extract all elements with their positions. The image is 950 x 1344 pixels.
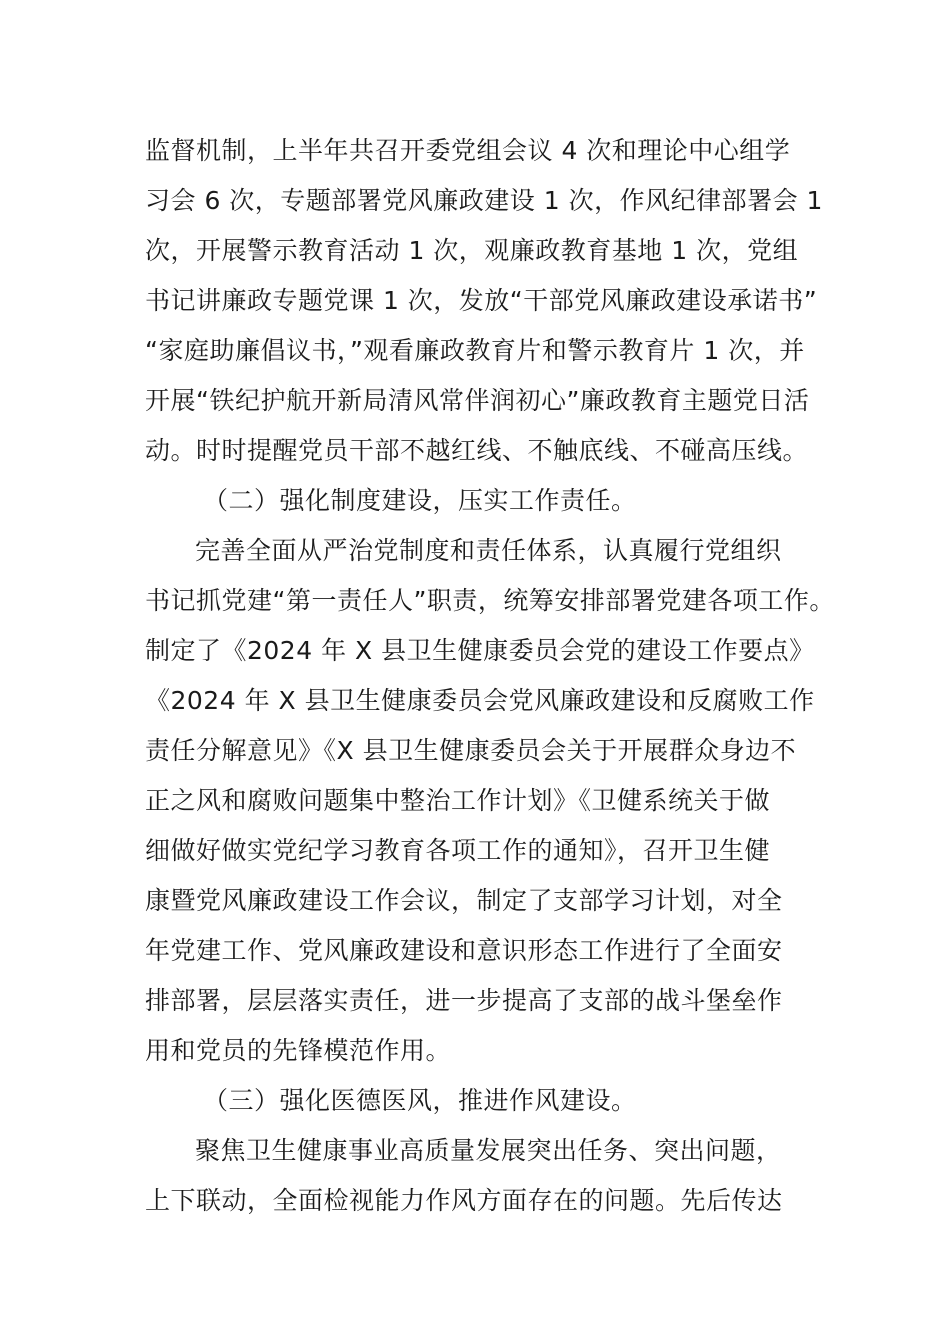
- body-line: 书记抓党建“第一责任人”职责，统筹安排部署党建各项工作。: [145, 586, 835, 615]
- body-line: 排部署，层层落实责任，进一步提高了支部的战斗堡垒作: [145, 986, 783, 1015]
- document-body: [145, 126, 835, 1226]
- paragraph-first-line: 完善全面从严治党制度和责任体系，认真履行党组织: [195, 536, 782, 565]
- body-line: 次，开展警示教育活动 1 次，观廉政教育基地 1 次，党组: [145, 236, 799, 265]
- body-line: 康暨党风廉政建设工作会议，制定了支部学习计划，对全: [145, 886, 783, 915]
- body-line: 年党建工作、党风廉政建设和意识形态工作进行了全面安: [145, 936, 783, 965]
- body-line: 用和党员的先锋模范作用。: [145, 1036, 452, 1065]
- body-line: 监督机制，上半年共召开委党组会议 4 次和理论中心组学: [145, 136, 791, 165]
- body-line: 动。时时提醒党员干部不越红线、不触底线、不碰高压线。: [145, 436, 809, 465]
- body-line: 上下联动，全面检视能力作风方面存在的问题。先后传达: [145, 1186, 783, 1215]
- body-line: 习会 6 次，专题部署党风廉政建设 1 次，作风纪律部署会 1: [145, 186, 823, 215]
- paragraph-first-line: 聚焦卫生健康事业高质量发展突出任务、突出问题，: [195, 1136, 782, 1165]
- body-line: “家庭助廉倡议书，”观看廉政教育片和警示教育片 1 次，并: [145, 336, 805, 365]
- body-line: 细做好做实党纪学习教育各项工作的通知》，召开卫生健: [145, 836, 771, 865]
- body-line: 《2024 年 X 县卫生健康委员会党风廉政建设和反腐败工作: [145, 686, 815, 715]
- body-line: 制定了《2024 年 X 县卫生健康委员会党的建设工作要点》: [145, 636, 815, 665]
- body-line: 正之风和腐败问题集中整治工作计划》《卫健系统关于做: [145, 786, 771, 815]
- section-heading-2: （二）强化制度建设，压实工作责任。: [203, 486, 637, 515]
- body-line: 开展“铁纪护航开新局清风常伴润初心”廉政教育主题党日活: [145, 386, 810, 415]
- body-line: 责任分解意见》《X 县卫生健康委员会关于开展群众身边不: [145, 736, 797, 765]
- body-line: 书记讲廉政专题党课 1 次，发放“干部党风廉政建设承诺书”: [145, 286, 818, 315]
- section-heading-3: （三）强化医德医风，推进作风建设。: [203, 1086, 637, 1115]
